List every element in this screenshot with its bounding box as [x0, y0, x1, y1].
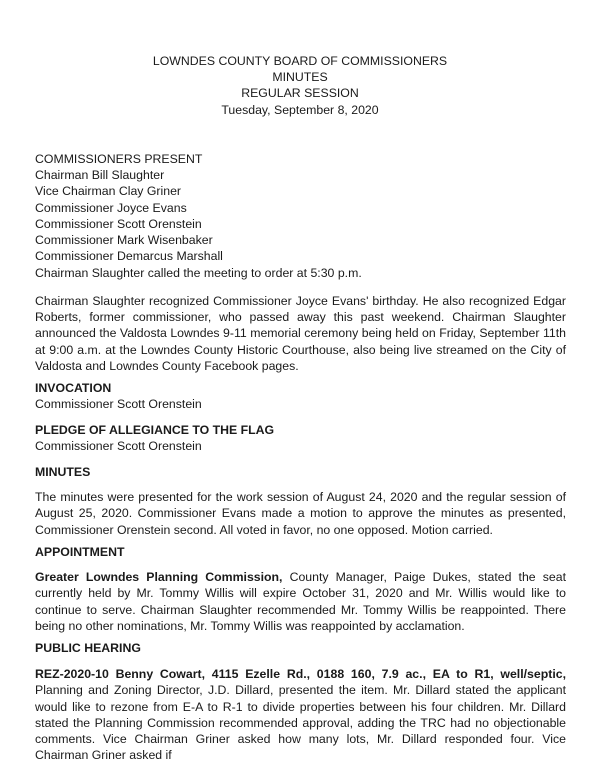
present-member: Commissioner Joyce Evans	[35, 200, 187, 215]
public-hearing-body: Planning and Zoning Director, J.D. Dillard, presented the item. Mr. Dillard stated the applicant would like to rezone from E-A to R-1 to divide properties between his four children. Mr. Dillard stated the Planning Commission recommended approval, adding the TRC had no objectionable comments. Vice Chairman Griner asked how many lots, Mr. Dillard responded four. Vice Chairman Griner asked if	[35, 683, 566, 763]
public-hearing-section	[35, 640, 566, 763]
appointment-body: County Manager, Paige Dukes, stated the seat currently held by Mr. Tommy Willis will expire October 31, 2020 and Mr. Willis would like to continue to serve. Chairman Slaughter recommended Mr. Tommy Willis be reappointed. There being no other nominations, Mr. Tommy Willis was reappointed by acclamation.	[35, 570, 566, 633]
appointment-text	[35, 569, 566, 634]
header-org: LOWNDES COUNTY BOARD OF COMMISSIONERS	[152, 54, 448, 68]
invocation-text: Commissioner Scott Orenstein	[35, 397, 202, 412]
minutes-heading: MINUTES	[35, 465, 91, 479]
appointment-heading: APPOINTMENT	[35, 545, 125, 559]
minutes-section	[35, 464, 566, 538]
commissioners-present	[35, 151, 566, 264]
pledge-section	[35, 422, 566, 454]
present-title: COMMISSIONERS PRESENT	[35, 152, 203, 166]
document-header	[0, 53, 600, 118]
present-member: Commissioner Mark Wisenbaker	[35, 233, 213, 248]
appointment-section	[35, 544, 566, 634]
minutes-text: The minutes were presented for the work session of August 24, 2020 and the regular session of August 25, 2020. Commissioner Evans made a motion to approve the minutes as presented, Commissioner Orenstein second. All voted in favor, no one opposed. Motion carried.	[35, 490, 566, 537]
appointment-lead: Greater Lowndes Planning Commission,	[35, 570, 283, 585]
call-to-order: Chairman Slaughter called the meeting to order at 5:30 p.m.	[35, 266, 362, 280]
header-date: Tuesday, September 8, 2020	[221, 102, 379, 117]
header-doc-type: MINUTES	[272, 70, 328, 85]
present-member: Chairman Bill Slaughter	[35, 168, 165, 183]
present-member: Commissioner Demarcus Marshall	[35, 249, 223, 264]
present-member: Vice Chairman Clay Griner	[35, 184, 182, 199]
pledge-heading: PLEDGE OF ALLEGIANCE TO THE FLAG	[35, 423, 275, 437]
present-member: Commissioner Scott Orenstein	[35, 216, 202, 231]
public-hearing-heading: PUBLIC HEARING	[35, 641, 141, 655]
invocation-section	[35, 380, 566, 412]
header-session: REGULAR SESSION	[241, 86, 359, 101]
invocation-heading: INVOCATION	[35, 381, 112, 395]
public-hearing-text	[35, 666, 566, 763]
pledge-text: Commissioner Scott Orenstein	[35, 439, 202, 454]
public-hearing-lead: REZ-2020-10 Benny Cowart, 4115 Ezelle Rd., 0188 160, 7.9 ac., EA to R1, well/septic,	[35, 667, 566, 682]
recognition-paragraph: Chairman Slaughter recognized Commissioner Joyce Evans' birthday. He also recognized Edgar Roberts, former commissioner, who passed away this past weekend. Chairman Slaughter announced the Valdosta Lowndes 9-11 memorial ceremony being held on Friday, September 11th at 9:00 a.m. at the Lowndes County Historic Courthouse, also being live streamed on the City of Valdosta and Lowndes County Facebook pages.	[35, 294, 566, 373]
